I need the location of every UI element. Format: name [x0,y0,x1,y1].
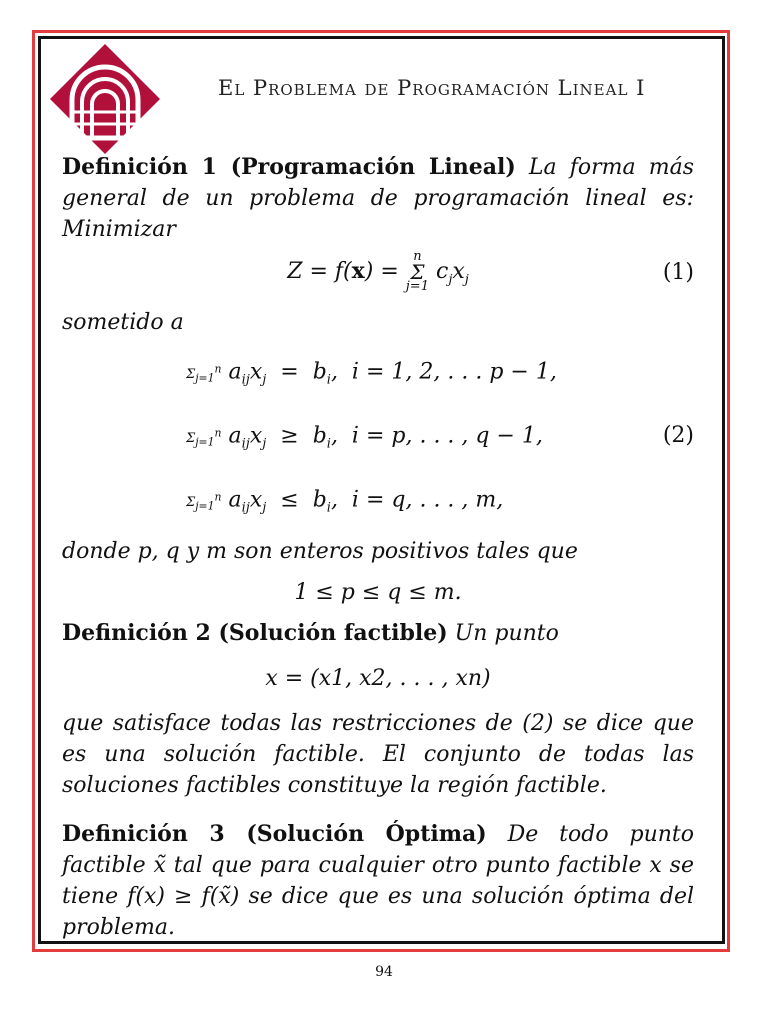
point-definition: x = (x1, x2, . . . , xn) [265,666,491,691]
definition-3-label: Definición 3 (Solución Óptima) [62,821,487,847]
university-logo [46,40,164,158]
definition-2-text: Un punto [454,621,559,646]
definition-1 [62,152,694,245]
equation-1: Z = f(x) = n Σ j=1 $c_jx_j$ (1) [287,249,694,294]
constraints-number: (2) [662,423,694,448]
sum-symbol: n Σ j=1 [405,249,429,294]
constraints-block [62,340,694,532]
definition-2-body: que satisface todas las restricciones de (2) se dice que es una solución factible. El conjunto de todas las soluciones factibles constituye la región factible. [62,711,694,798]
constraint-ge: $\Sigma_{j=1}^n$ $a_{ij}x_j \ge b_i$, i = p, . . . , q − 1, [186,423,543,452]
definition-1-text: La forma más general de un problema de programación lineal es: Minimizar [62,155,694,242]
constraint-eq: $\Sigma_{j=1}^n$ $a_{ij}x_j = b_i$, i = 1, 2, . . . p − 1, [186,359,557,388]
definition-3-text: De todo punto factible x̃ tal que para cualquier otro punto factible x se tiene f(x) ≥ f(x̃) se dice que es una solución óptima del problema. [62,822,694,940]
definition-2-label: Definición 2 (Solución factible) [62,620,448,646]
page-number: 94 [375,964,393,980]
equation-1-number: (1) [662,260,694,285]
definition-3 [62,819,694,943]
page-content [62,152,694,943]
definition-2 [62,618,694,649]
integers-text: donde p, q y m son enteros positivos tales que [62,539,578,564]
constraint-le: $\Sigma_{j=1}^n$ $a_{ij}x_j \le b_i$, i = q, . . . , m, [186,487,504,516]
header-title: El Problema de Programación Lineal I [218,76,646,100]
definition-1-label: Definición 1 (Programación Lineal) [62,154,516,180]
subject-to: sometido a [62,310,184,335]
inequality: 1 ≤ p ≤ q ≤ m. [294,580,462,605]
